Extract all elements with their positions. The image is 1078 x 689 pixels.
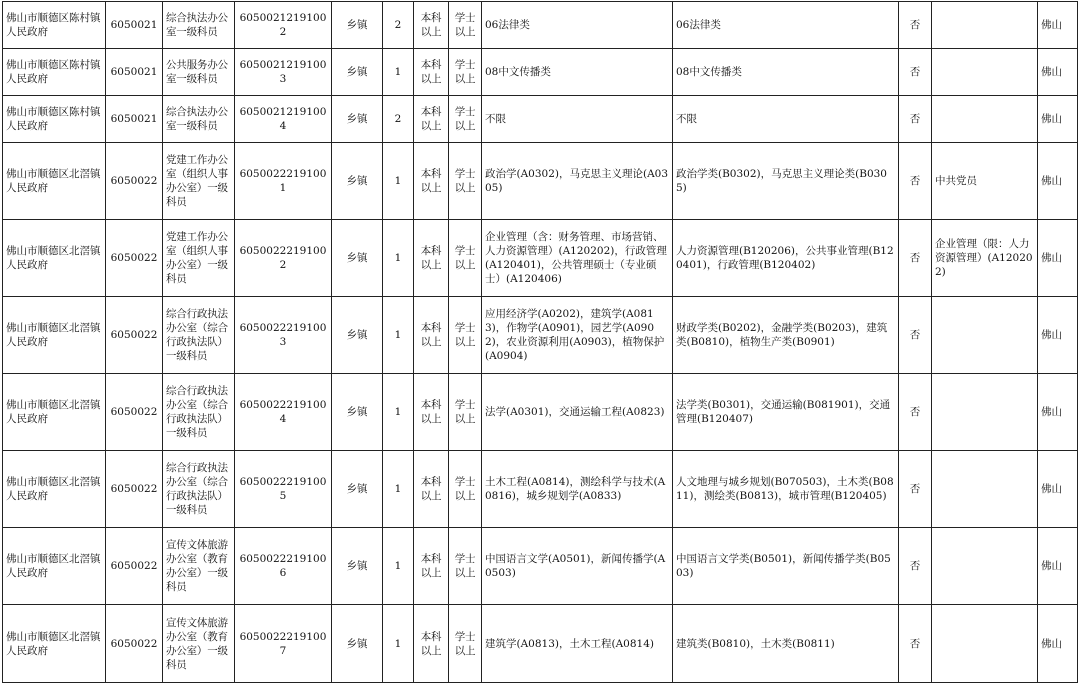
graduate-major-cell: 建筑学(A0813)，土木工程(A0814)	[482, 605, 673, 683]
education-cell: 本科以上	[414, 374, 449, 451]
unit-code-cell: 6050022	[106, 297, 163, 374]
flag-cell: 否	[899, 605, 932, 683]
undergraduate-major-cell: 财政学类(B0202)，金融学类(B0203)，建筑类(B0810)，植物生产类(B0901)	[673, 297, 899, 374]
flag-cell: 否	[899, 96, 932, 143]
level-cell: 乡镇	[332, 528, 383, 605]
other-requirement-cell	[932, 49, 1038, 96]
undergraduate-major-cell: 人力资源管理(B120206)，公共事业管理(B120401)，行政管理(B120402)	[673, 220, 899, 297]
graduate-major-cell: 08中文传播类	[482, 49, 673, 96]
unit-code-cell: 6050022	[106, 528, 163, 605]
position-name-cell: 公共服务办公室一级科员	[163, 49, 235, 96]
count-cell: 1	[383, 605, 414, 683]
level-cell: 乡镇	[332, 220, 383, 297]
undergraduate-major-cell: 不限	[673, 96, 899, 143]
other-requirement-cell	[932, 2, 1038, 49]
graduate-major-cell: 土木工程(A0814)，测绘科学与技术(A0816)，城乡规划学(A0833)	[482, 451, 673, 528]
region-cell: 佛山	[1038, 49, 1078, 96]
region-cell: 佛山	[1038, 220, 1078, 297]
undergraduate-major-cell: 法学类(B0301)，交通运输(B081901)，交通管理(B120407)	[673, 374, 899, 451]
unit-name-cell: 佛山市顺德区北滘镇人民政府	[3, 374, 106, 451]
position-code-cell: 60500222191007	[235, 605, 332, 683]
position-code-cell: 60500222191005	[235, 451, 332, 528]
other-requirement-cell	[932, 297, 1038, 374]
table-row	[3, 96, 1078, 143]
position-name-cell: 党建工作办公室（组织人事办公室）一级科员	[163, 143, 235, 220]
unit-name-cell: 佛山市顺德区陈村镇人民政府	[3, 2, 106, 49]
level-cell: 乡镇	[332, 374, 383, 451]
graduate-major-cell: 中国语言文学(A0501)，新闻传播学(A0503)	[482, 528, 673, 605]
graduate-major-cell: 企业管理（含：财务管理、市场营销、人力资源管理）(A120202)，行政管理(A120401)，公共管理硕士（专业硕士）(A120406)	[482, 220, 673, 297]
position-name-cell: 综合执法办公室一级科员	[163, 2, 235, 49]
flag-cell: 否	[899, 2, 932, 49]
recruitment-table	[2, 1, 1078, 683]
region-cell: 佛山	[1038, 451, 1078, 528]
undergraduate-major-cell: 政治学类(B0302)，马克思主义理论类(B0305)	[673, 143, 899, 220]
other-requirement-cell: 中共党员	[932, 143, 1038, 220]
count-cell: 1	[383, 528, 414, 605]
position-code-cell: 60500222191002	[235, 220, 332, 297]
degree-cell: 学士以上	[449, 374, 482, 451]
unit-code-cell: 6050022	[106, 143, 163, 220]
level-cell: 乡镇	[332, 605, 383, 683]
position-name-cell: 宣传文体旅游办公室（教育办公室）一级科员	[163, 528, 235, 605]
table-row	[3, 143, 1078, 220]
region-cell: 佛山	[1038, 297, 1078, 374]
level-cell: 乡镇	[332, 49, 383, 96]
table-row	[3, 2, 1078, 49]
table-body	[3, 2, 1078, 683]
degree-cell: 学士以上	[449, 297, 482, 374]
position-code-cell: 60500212191003	[235, 49, 332, 96]
degree-cell: 学士以上	[449, 143, 482, 220]
education-cell: 本科以上	[414, 143, 449, 220]
position-code-cell: 60500212191004	[235, 96, 332, 143]
education-cell: 本科以上	[414, 297, 449, 374]
degree-cell: 学士以上	[449, 49, 482, 96]
count-cell: 1	[383, 220, 414, 297]
position-name-cell: 综合行政执法办公室（综合行政执法队）一级科员	[163, 297, 235, 374]
count-cell: 2	[383, 2, 414, 49]
unit-name-cell: 佛山市顺德区北滘镇人民政府	[3, 528, 106, 605]
position-code-cell: 60500222191006	[235, 528, 332, 605]
table-row	[3, 297, 1078, 374]
undergraduate-major-cell: 人文地理与城乡规划(B070503)，土木类(B0811)，测绘类(B0813)，城市管理(B120405)	[673, 451, 899, 528]
flag-cell: 否	[899, 143, 932, 220]
count-cell: 1	[383, 49, 414, 96]
flag-cell: 否	[899, 528, 932, 605]
other-requirement-cell	[932, 528, 1038, 605]
graduate-major-cell: 政治学(A0302)，马克思主义理论(A0305)	[482, 143, 673, 220]
position-name-cell: 综合行政执法办公室（综合行政执法队）一级科员	[163, 374, 235, 451]
education-cell: 本科以上	[414, 96, 449, 143]
region-cell: 佛山	[1038, 528, 1078, 605]
count-cell: 1	[383, 374, 414, 451]
unit-name-cell: 佛山市顺德区北滘镇人民政府	[3, 297, 106, 374]
undergraduate-major-cell: 06法律类	[673, 2, 899, 49]
position-code-cell: 60500222191003	[235, 297, 332, 374]
unit-name-cell: 佛山市顺德区陈村镇人民政府	[3, 96, 106, 143]
other-requirement-cell	[932, 96, 1038, 143]
flag-cell: 否	[899, 49, 932, 96]
degree-cell: 学士以上	[449, 528, 482, 605]
position-name-cell: 综合行政执法办公室（综合行政执法队）一级科员	[163, 451, 235, 528]
region-cell: 佛山	[1038, 143, 1078, 220]
position-code-cell: 60500212191002	[235, 2, 332, 49]
education-cell: 本科以上	[414, 2, 449, 49]
education-cell: 本科以上	[414, 451, 449, 528]
other-requirement-cell	[932, 374, 1038, 451]
graduate-major-cell: 应用经济学(A0202)，建筑学(A0813)，作物学(A0901)，园艺学(A0902)，农业资源利用(A0903)，植物保护(A0904)	[482, 297, 673, 374]
flag-cell: 否	[899, 297, 932, 374]
level-cell: 乡镇	[332, 451, 383, 528]
region-cell: 佛山	[1038, 374, 1078, 451]
region-cell: 佛山	[1038, 96, 1078, 143]
unit-code-cell: 6050022	[106, 374, 163, 451]
level-cell: 乡镇	[332, 297, 383, 374]
education-cell: 本科以上	[414, 605, 449, 683]
level-cell: 乡镇	[332, 143, 383, 220]
flag-cell: 否	[899, 374, 932, 451]
flag-cell: 否	[899, 220, 932, 297]
unit-code-cell: 6050022	[106, 605, 163, 683]
undergraduate-major-cell: 建筑类(B0810)，土木类(B0811)	[673, 605, 899, 683]
region-cell: 佛山	[1038, 2, 1078, 49]
unit-name-cell: 佛山市顺德区北滘镇人民政府	[3, 220, 106, 297]
position-code-cell: 60500222191001	[235, 143, 332, 220]
table-row	[3, 220, 1078, 297]
position-code-cell: 60500222191004	[235, 374, 332, 451]
education-cell: 本科以上	[414, 220, 449, 297]
degree-cell: 学士以上	[449, 96, 482, 143]
table-row	[3, 49, 1078, 96]
unit-name-cell: 佛山市顺德区北滘镇人民政府	[3, 605, 106, 683]
count-cell: 1	[383, 297, 414, 374]
other-requirement-cell	[932, 605, 1038, 683]
position-name-cell: 宣传文体旅游办公室（教育办公室）一级科员	[163, 605, 235, 683]
degree-cell: 学士以上	[449, 605, 482, 683]
table-row	[3, 605, 1078, 683]
table-row	[3, 451, 1078, 528]
position-name-cell: 党建工作办公室（组织人事办公室）一级科员	[163, 220, 235, 297]
level-cell: 乡镇	[332, 96, 383, 143]
graduate-major-cell: 06法律类	[482, 2, 673, 49]
unit-code-cell: 6050021	[106, 2, 163, 49]
undergraduate-major-cell: 中国语言文学类(B0501)，新闻传播学类(B0503)	[673, 528, 899, 605]
count-cell: 1	[383, 143, 414, 220]
degree-cell: 学士以上	[449, 220, 482, 297]
count-cell: 2	[383, 96, 414, 143]
unit-name-cell: 佛山市顺德区北滘镇人民政府	[3, 451, 106, 528]
other-requirement-cell	[932, 451, 1038, 528]
unit-code-cell: 6050022	[106, 451, 163, 528]
level-cell: 乡镇	[332, 2, 383, 49]
other-requirement-cell: 企业管理（限：人力资源管理）(A120202)	[932, 220, 1038, 297]
unit-name-cell: 佛山市顺德区陈村镇人民政府	[3, 49, 106, 96]
region-cell: 佛山	[1038, 605, 1078, 683]
unit-code-cell: 6050021	[106, 49, 163, 96]
graduate-major-cell: 法学(A0301)，交通运输工程(A0823)	[482, 374, 673, 451]
undergraduate-major-cell: 08中文传播类	[673, 49, 899, 96]
education-cell: 本科以上	[414, 528, 449, 605]
unit-code-cell: 6050022	[106, 220, 163, 297]
position-name-cell: 综合执法办公室一级科员	[163, 96, 235, 143]
degree-cell: 学士以上	[449, 2, 482, 49]
table-row	[3, 374, 1078, 451]
flag-cell: 否	[899, 451, 932, 528]
unit-name-cell: 佛山市顺德区北滘镇人民政府	[3, 143, 106, 220]
unit-code-cell: 6050021	[106, 96, 163, 143]
education-cell: 本科以上	[414, 49, 449, 96]
graduate-major-cell: 不限	[482, 96, 673, 143]
count-cell: 1	[383, 451, 414, 528]
table-row	[3, 528, 1078, 605]
degree-cell: 学士以上	[449, 451, 482, 528]
